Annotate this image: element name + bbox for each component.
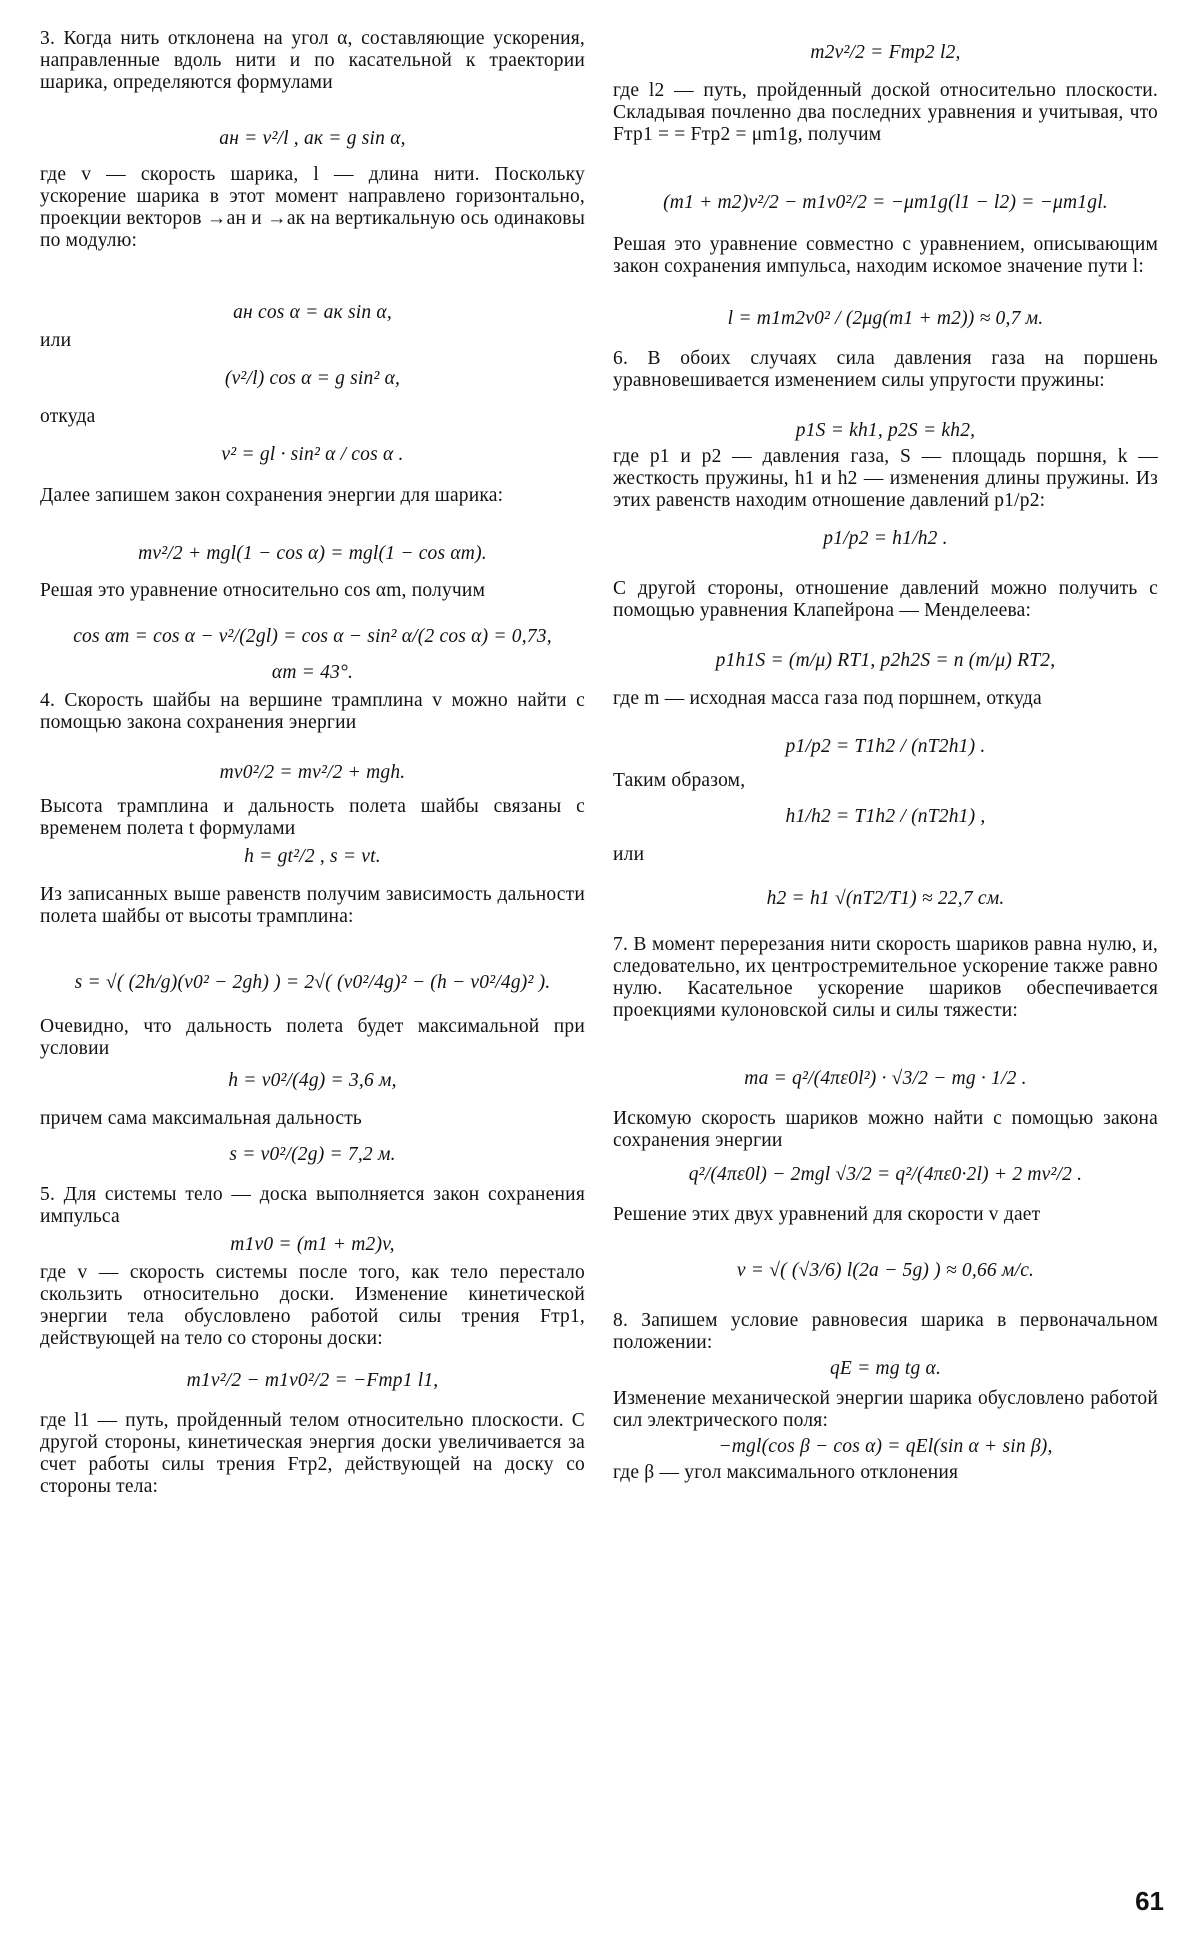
text-ili-2: или — [613, 844, 645, 865]
para-4-dependence: Из записанных выше равенств получим зависимость дальности полета шайбы от высоты трамплина: — [40, 884, 585, 927]
formula-h-max: h = v0²/(4g) = 3,6 м, — [228, 1070, 397, 1091]
page-number: 61 — [1135, 1886, 1164, 1916]
formula-s-range: s = √( (2h/g)(v0² − 2gh) ) = 2√( (v0²/4g)² − (h − v0²/4g)² ). — [74, 972, 551, 993]
text-otkuda: откуда — [40, 406, 96, 427]
para-6-pressures: где p1 и p2 — давления газа, S — площадь поршня, k — жесткость пружины, h1 и h2 — изменения длины пружины. Из этих равенств находим отношение давлений p1/p2: — [613, 446, 1158, 511]
formula-energy-7: q²/(4πε0l) − 2mgl √3/2 = q²/(4πε0·2l) + 2 mv²/2 . — [688, 1164, 1083, 1185]
para-3-solve: Решая это уравнение относительно cos αm, получим — [40, 580, 486, 601]
para-8-intro: 8. Запишем условие равновесия шарика в первоначальном положении: — [613, 1310, 1158, 1353]
para-5-solve: Решая это уравнение совместно с уравнением, описывающим закон сохранения импульса, находим искомое значение пути l: — [613, 234, 1158, 277]
para-3-intro: 3. Когда нить отклонена на угол α, составляющие ускорения, направленные вдоль нити и по касательной к траектории шарика, определяются формулами — [40, 28, 585, 93]
formula-h2: h2 = h1 √(nT2/T1) ≈ 22,7 см. — [766, 888, 1005, 909]
formula-work-board: m2v²/2 = Fтр2 l2, — [810, 42, 961, 63]
para-6-clapeyron: С другой стороны, отношение давлений можно получить с помощью уравнения Клапейрона — Менделеева: — [613, 578, 1158, 621]
formula-projection: aн cos α = aк sin α, — [233, 302, 392, 323]
para-5-board: где l1 — путь, пройденный телом относительно плоскости. С другой стороны, кинетическая энергия доски увеличивается за счет работы силы трения Fтр2, действующей на доску со стороны тела: — [40, 1410, 585, 1497]
para-6-mass: где m — исходная масса газа под поршнем, откуда — [613, 688, 1042, 709]
formula-am-value: αm = 43°. — [271, 662, 354, 683]
para-8-energy: Изменение механической энергии шарика обусловлено работой сил электрического поля: — [613, 1388, 1158, 1431]
para-4-height: Высота трамплина и дальность полета шайбы связаны с временем полета t формулами — [40, 796, 585, 839]
para-3-projection: где v — скорость шарика, l — длина нити. Поскольку ускорение шарика в этот момент направлено горизонтально, проекции векторов →aн и →aк на вертикальную ось одинаковы по модулю: — [40, 164, 585, 251]
formula-spring: p1S = kh1, p2S = kh2, — [795, 420, 976, 441]
formula-v-squared: v² = gl · sin² α / cos α . — [221, 444, 404, 465]
para-5-friction: где v — скорость системы после того, как тело перестало скользить относительно доски. Изменение кинетической энергии тела обусловлено работой силы трения Fтр1, действующей на тело со стороны доски: — [40, 1262, 585, 1349]
formula-momentum: m1v0 = (m1 + m2)v, — [230, 1234, 395, 1255]
formula-ma: ma = q²/(4πε0l²) · √3/2 − mg · 1/2 . — [744, 1068, 1027, 1089]
formula-path-l: l = m1m2v0² / (2μg(m1 + m2)) ≈ 0,7 м. — [727, 308, 1044, 329]
text-max-range: причем сама максимальная дальность — [40, 1108, 363, 1129]
para-3-energy: Далее запишем закон сохранения энергии для шарика: — [40, 485, 504, 506]
formula-ratio-T: p1/p2 = T1h2 / (nT2h1) . — [785, 736, 986, 757]
formula-v2-over-l: (v²/l) cos α = g sin² α, — [224, 368, 401, 389]
formula-equilibrium: qE = mg tg α. — [829, 1358, 942, 1379]
formula-work-field: −mgl(cos β − cos α) = qEl(sin α + sin β), — [718, 1436, 1053, 1457]
para-7-solution: Решение этих двух уравнений для скорости v дает — [613, 1204, 1041, 1225]
formula-energy-5: (m1 + m2)v²/2 − m1v0²/2 = −μm1g(l1 − l2) = −μm1gl. — [663, 192, 1108, 213]
formula-clapeyron: p1h1S = (m/μ) RT1, p2h2S = n (m/μ) RT2, — [715, 650, 1056, 671]
para-5-intro: 5. Для системы тело — доска выполняется закон сохранения импульса — [40, 1184, 585, 1227]
para-4-max: Очевидно, что дальность полета будет максимальной при условии — [40, 1016, 585, 1059]
formula-work-body: m1v²/2 − m1v0²/2 = −Fтр1 l1, — [186, 1370, 439, 1391]
para-8-beta: где β — угол максимального отклонения — [613, 1462, 959, 1483]
formula-h-s: h = gt²/2 , s = vt. — [244, 846, 381, 867]
formula-energy-4: mv0²/2 = mv²/2 + mgh. — [219, 762, 406, 783]
para-4-intro: 4. Скорость шайбы на вершине трамплина v можно найти с помощью закона сохранения энергии — [40, 690, 585, 733]
para-7-intro: 7. В момент перерезания нити скорость шариков равна нулю, и, следовательно, их центростремительное ускорение также равно нулю. Касательное ускорение шариков обеспечивается проекциями кулоновской силы и силы тяжести: — [613, 934, 1158, 1021]
text-ili: или — [40, 330, 72, 351]
para-5-sum: где l2 — путь, пройденный доской относительно плоскости. Складывая почленно два последних уравнения и учитывая, что Fтр1 = = Fтр2 = μm1g, получим — [613, 80, 1158, 145]
formula-accelerations: aн = v²/l , aк = g sin α, — [219, 128, 406, 149]
para-6-intro: 6. В обоих случаях сила давления газа на поршень уравновешивается изменением силы упругости пружины: — [613, 348, 1158, 391]
formula-energy-3: mv²/2 + mgl(1 − cos α) = mgl(1 − cos αm). — [138, 543, 487, 564]
formula-s-max: s = v0²/(2g) = 7,2 м. — [229, 1144, 396, 1165]
formula-h-ratio: h1/h2 = T1h2 / (nT2h1) , — [785, 806, 986, 827]
para-7-energy: Искомую скорость шариков можно найти с помощью закона сохранения энергии — [613, 1108, 1158, 1151]
formula-pressure-ratio: p1/p2 = h1/h2 . — [823, 528, 948, 549]
formula-cos-am: cos αm = cos α − v²/(2gl) = cos α − sin² α/(2 cos α) = 0,73, — [73, 626, 552, 647]
text-thus: Таким образом, — [613, 770, 746, 791]
formula-speed: v = √( (√3/6) l(2a − 5g) ) ≈ 0,66 м/с. — [736, 1260, 1035, 1281]
